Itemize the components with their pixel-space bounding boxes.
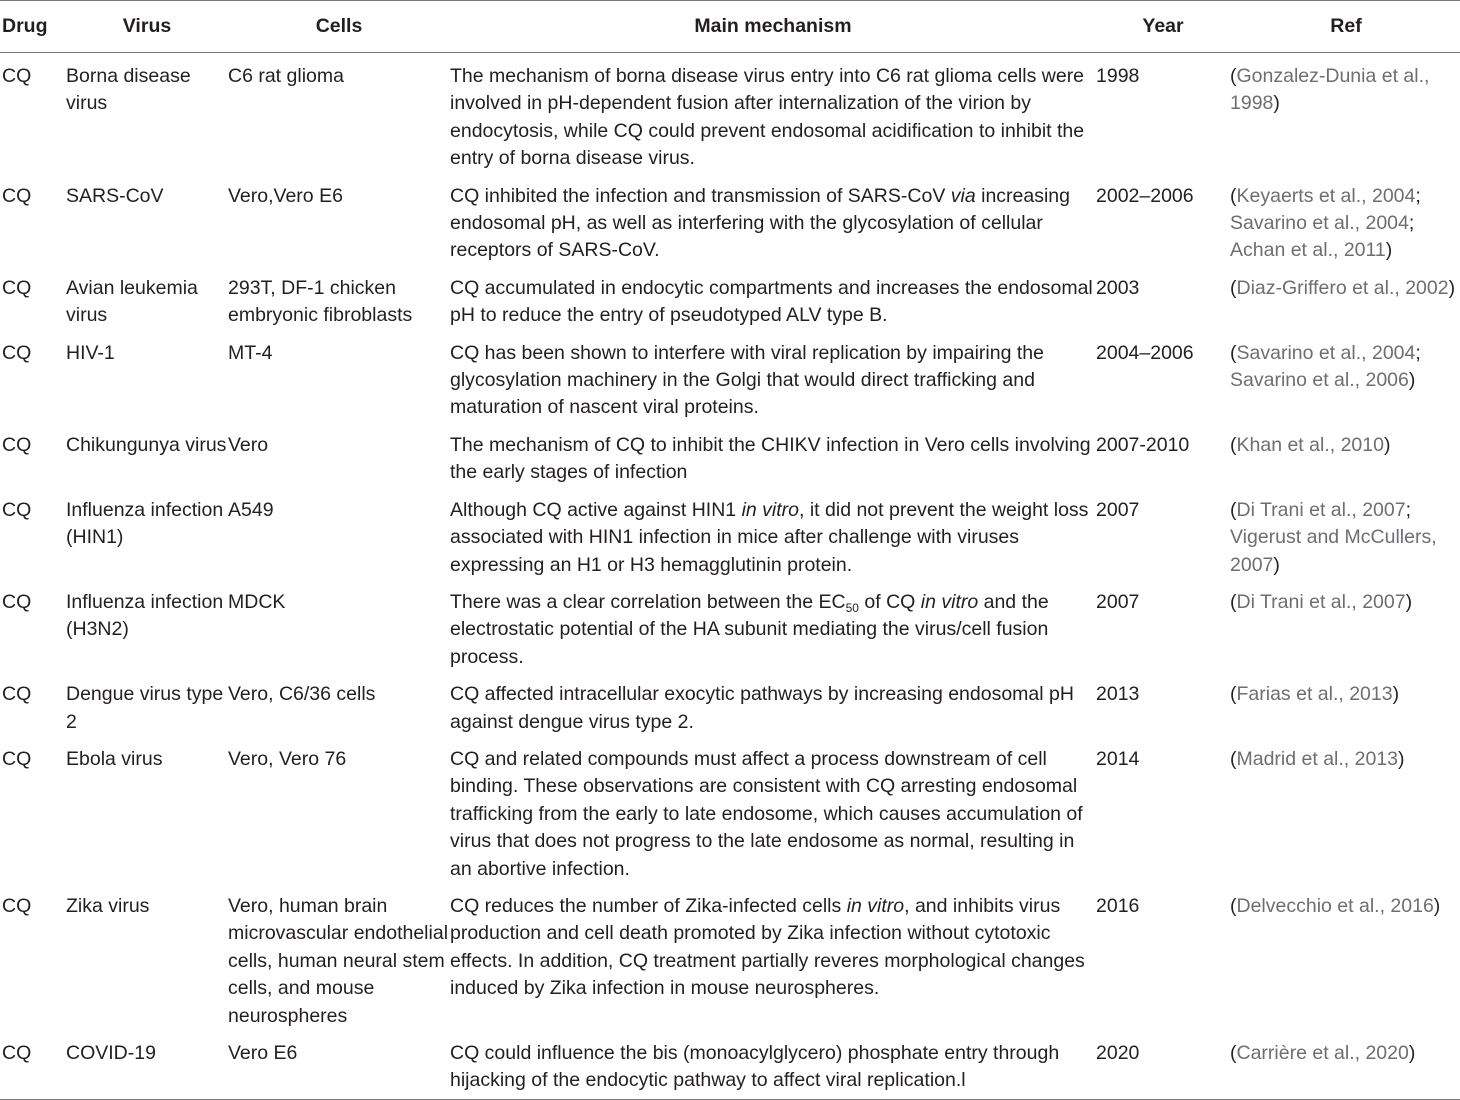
close-paren: ) xyxy=(1273,92,1280,115)
mechanism-cell xyxy=(450,487,1096,579)
mechanism-text: CQ accumulated in endocytic compartments and increases the endosomal pH to reduce the entry of pseudotyped ALV type B. xyxy=(450,276,1093,327)
open-paren: ( xyxy=(1230,894,1237,917)
drug-cell: CQ xyxy=(2,276,32,299)
cells-cell: A549 xyxy=(228,498,274,521)
virus-cell: Dengue virus type 2 xyxy=(66,683,224,733)
drug-cell: CQ xyxy=(2,498,32,521)
mechanism-text: The mechanism of CQ to inhibit the CHIKV infection in Vero cells involving the early stages of infection xyxy=(450,433,1091,484)
reference-link[interactable]: Madrid et al., 2013 xyxy=(1236,747,1399,770)
close-paren: ) xyxy=(1448,276,1456,299)
mechanism-text: CQ inhibited the infection and transmission of SARS-CoV xyxy=(450,184,951,207)
close-paren: ) xyxy=(1392,683,1400,706)
virus-cell: HIV-1 xyxy=(66,341,115,364)
year-cell: 2002–2006 xyxy=(1096,184,1194,207)
open-paren: ( xyxy=(1230,683,1237,706)
mechanism-cell xyxy=(450,53,1096,173)
cells-cell: 293T, DF-1 chicken embryonic fibroblasts xyxy=(228,276,413,327)
mechanism-text: There was a clear correlation between the EC xyxy=(450,590,846,613)
mechanism-cell xyxy=(450,579,1096,671)
drug-cell: CQ xyxy=(2,683,32,706)
year-cell: 2020 xyxy=(1096,1030,1230,1099)
header-year: Year xyxy=(1096,1,1230,53)
drug-cell: CQ xyxy=(2,747,32,770)
close-paren: ) xyxy=(1385,239,1393,262)
open-paren: ( xyxy=(1230,341,1237,364)
reference-link[interactable]: Carrière et al., 2020 xyxy=(1236,1042,1409,1064)
subscript-text: 50 xyxy=(845,600,859,615)
mechanism-cell xyxy=(450,422,1096,487)
ref-separator: ; xyxy=(1415,184,1421,207)
table-row xyxy=(0,173,1460,265)
reference-link[interactable]: Diaz-Griffero et al., 2002 xyxy=(1236,276,1449,299)
reference-link[interactable]: Achan et al., 2011 xyxy=(1230,239,1386,262)
year-cell: 2016 xyxy=(1096,894,1140,917)
table-header xyxy=(0,1,1460,53)
ref-cell xyxy=(1230,173,1460,265)
open-paren: ( xyxy=(1230,1042,1237,1064)
drug-cell: CQ xyxy=(2,184,32,207)
ref-separator: ; xyxy=(1408,212,1415,235)
mechanism-cell xyxy=(450,736,1096,883)
table-body xyxy=(0,53,1460,1100)
cells-cell: Vero,Vero E6 xyxy=(228,184,343,207)
ref-cell xyxy=(1230,330,1460,422)
reference-link[interactable]: Di Trani et al., 2007 xyxy=(1236,590,1406,613)
mechanism-cell xyxy=(450,265,1096,330)
ref-cell xyxy=(1230,579,1460,671)
mechanism-cell xyxy=(450,1030,1096,1099)
close-paren: ) xyxy=(1383,433,1391,456)
virus-cell: Influenza infection (HIN1) xyxy=(66,498,224,549)
year-cell: 2007 xyxy=(1096,498,1140,521)
open-paren: ( xyxy=(1230,184,1237,207)
year-cell: 1998 xyxy=(1096,65,1140,87)
reference-link[interactable]: Farias et al., 2013 xyxy=(1236,683,1393,706)
ref-separator: ; xyxy=(1415,341,1421,364)
open-paren: ( xyxy=(1230,498,1237,521)
reference-link[interactable]: Savarino et al., 2006 xyxy=(1230,369,1409,392)
italic-text: in vitro xyxy=(920,590,979,613)
year-cell: 2003 xyxy=(1096,276,1140,299)
header-virus: Virus xyxy=(66,1,228,53)
ref-cell xyxy=(1230,736,1460,883)
ref-cell xyxy=(1230,265,1460,330)
table-row xyxy=(0,736,1460,883)
virus-cell: Zika virus xyxy=(66,894,150,917)
ref-separator: ; xyxy=(1405,498,1412,521)
close-paren: ) xyxy=(1433,894,1441,917)
close-paren: ) xyxy=(1405,590,1413,613)
ref-cell xyxy=(1230,671,1460,736)
mechanism-text: CQ and related compounds must affect a process downstream of cell binding. These observations are consistent with CQ arresting endosomal trafficking from the early to late endosome, which causes accumulation of virus that does not progress to the late endosome as normal, resulting in an abortive infection. xyxy=(450,747,1083,880)
ref-cell xyxy=(1230,883,1460,1030)
mechanism-text: of CQ xyxy=(858,590,921,613)
table-row xyxy=(0,883,1460,1030)
mechanism-text: CQ has been shown to interfere with viral replication by impairing the glycosylation machinery in the Golgi that would direct trafficking and maturation of nascent viral proteins. xyxy=(450,341,1044,419)
mechanism-text: , and inhibits virus production and cell death promoted by Zika infection without cytotoxic effects. In addition, CQ treatment partially reveres morphological changes induced by Zika infection in mouse neurospheres. xyxy=(450,894,1085,1000)
reference-link[interactable]: Keyaerts et al., 2004 xyxy=(1236,184,1416,207)
mechanism-text: increasing endosomal pH, as well as interfering with the glycosylation of cellular receptors of SARS-CoV. xyxy=(450,184,1070,262)
mechanism-text: CQ affected intracellular exocytic pathways by increasing endosomal pH against dengue virus type 2. xyxy=(450,683,1074,733)
reference-link[interactable]: Savarino et al., 2004 xyxy=(1236,341,1416,364)
mechanism-text: , it did not prevent the weight loss associated with HIN1 infection in mice after challenge with viruses expressing an H1 or H3 hemagglutinin protein. xyxy=(450,498,1089,576)
mechanism-cell xyxy=(450,173,1096,265)
drug-cell: CQ xyxy=(2,65,32,87)
virus-cell: COVID-19 xyxy=(66,1030,228,1099)
ref-cell xyxy=(1230,53,1460,173)
header-drug: Drug xyxy=(0,1,66,53)
close-paren: ) xyxy=(1398,747,1405,770)
reference-link[interactable]: Savarino et al., 2004 xyxy=(1230,212,1409,235)
reference-link[interactable]: Gonzalez-Dunia et al., 1998 xyxy=(1230,65,1430,115)
table-row xyxy=(0,579,1460,671)
reference-link[interactable]: Vigerust and McCullers, 2007 xyxy=(1230,526,1437,576)
table-row xyxy=(0,422,1460,487)
ref-cell xyxy=(1230,487,1460,579)
reference-link[interactable]: Di Trani et al., 2007 xyxy=(1236,498,1406,521)
open-paren: ( xyxy=(1230,590,1237,613)
table-row xyxy=(0,487,1460,579)
virus-cell: Chikungunya virus xyxy=(66,433,227,456)
table-row xyxy=(0,265,1460,330)
cells-cell: Vero E6 xyxy=(228,1030,450,1099)
close-paren: ) xyxy=(1273,553,1280,576)
italic-text: in vitro xyxy=(846,894,905,917)
mechanism-text: Although CQ active against HIN1 xyxy=(450,498,742,521)
drug-cell: CQ xyxy=(2,433,32,456)
cells-cell: Vero, Vero 76 xyxy=(228,747,347,770)
drug-cell: CQ xyxy=(2,894,32,917)
cells-cell: MDCK xyxy=(228,590,286,613)
cells-cell: MT-4 xyxy=(228,341,273,364)
drug-cell: CQ xyxy=(2,590,32,613)
italic-text: via xyxy=(950,184,976,207)
table-row xyxy=(0,53,1460,173)
drug-cell: CQ xyxy=(2,341,32,364)
open-paren: ( xyxy=(1230,747,1237,770)
year-cell: 2014 xyxy=(1096,747,1140,770)
virus-cell: Ebola virus xyxy=(66,747,163,770)
open-paren: ( xyxy=(1230,65,1237,87)
mechanism-text: CQ could influence the bis (monoacylglycero) phosphate entry through hijacking of the endocytic pathway to affect viral replication.l xyxy=(450,1042,1060,1092)
mechanism-text: CQ reduces the number of Zika-infected cells xyxy=(450,894,847,917)
header-ref: Ref xyxy=(1230,1,1460,53)
year-cell: 2013 xyxy=(1096,683,1140,706)
ref-cell xyxy=(1230,1030,1460,1099)
cells-cell: Vero, human brain microvascular endothelial cells, human neural stem cells, and mouse neurospheres xyxy=(228,894,449,1027)
close-paren: ) xyxy=(1408,369,1416,392)
header-cells: Cells xyxy=(228,1,450,53)
open-paren: ( xyxy=(1230,433,1237,456)
virus-cell: Influenza infection (H3N2) xyxy=(66,590,224,641)
cells-cell: C6 rat glioma xyxy=(228,65,344,87)
table-row xyxy=(0,671,1460,736)
virus-cell: Borna disease virus xyxy=(66,65,191,115)
virus-cell: Avian leukemia virus xyxy=(66,276,198,327)
close-paren: ) xyxy=(1408,1042,1416,1064)
mechanism-cell xyxy=(450,330,1096,422)
header-main-mechanism: Main mechanism xyxy=(450,1,1096,53)
header-row xyxy=(0,1,1460,53)
reference-link[interactable]: Delvecchio et al., 2016 xyxy=(1236,894,1434,917)
year-cell: 2004–2006 xyxy=(1096,341,1194,364)
mechanism-text: The mechanism of borna disease virus entry into C6 rat glioma cells were involved in pH-dependent fusion after internalization of the virion by endocytosis, while CQ could prevent endosomal acidification to inhibit the entry of borna disease virus. xyxy=(450,65,1085,170)
year-cell: 2007-2010 xyxy=(1096,433,1190,456)
mechanism-text: and the electrostatic potential of the HA subunit mediating the virus/cell fusion process. xyxy=(450,590,1049,668)
virus-cell: SARS-CoV xyxy=(66,184,164,207)
ref-cell xyxy=(1230,422,1460,487)
table-row xyxy=(0,330,1460,422)
mechanism-cell xyxy=(450,883,1096,1030)
open-paren: ( xyxy=(1230,276,1237,299)
year-cell: 2007 xyxy=(1096,590,1140,613)
table-row xyxy=(0,1030,1460,1099)
drug-cell: CQ xyxy=(0,1030,66,1099)
cells-cell: Vero xyxy=(228,433,269,456)
cells-cell: Vero, C6/36 cells xyxy=(228,683,376,706)
mechanism-cell xyxy=(450,671,1096,736)
reference-link[interactable]: Khan et al., 2010 xyxy=(1236,433,1384,456)
italic-text: in vitro xyxy=(741,498,800,521)
